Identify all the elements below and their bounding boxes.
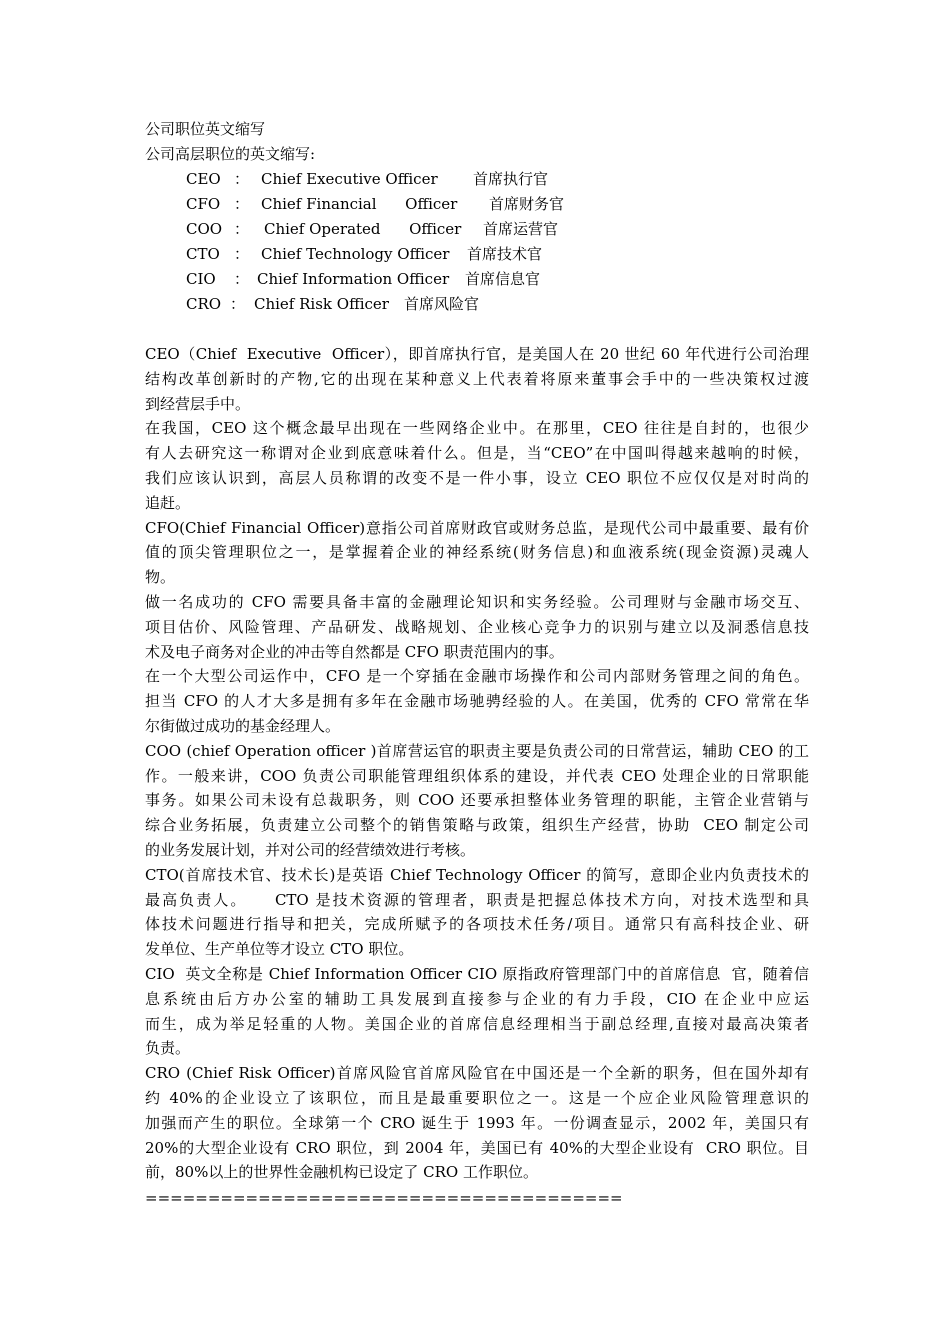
paragraph-line: 在一个大型公司运作中，CFO 是一个穿插在金融市场操作和公司内部财务管理之间的角色。 [145,667,809,686]
abbreviation-colon: ： [234,170,250,188]
abbreviation-row [186,294,479,314]
paragraph-line: 值的顶尖管理职位之一，是掌握着企业的神经系统(财务信息)和血液系统(现金资源)灵魂人 [145,543,809,562]
paragraph-line: 而生，成为举足轻重的人物。美国企业的首席信息经理相当于副总经理,直接对最高决策者 [145,1014,809,1033]
paragraph-line: 担当 CFO 的人才大多是拥有多年在金融市场驰骋经验的人。在美国，优秀的 CFO 常常在华 [145,692,809,711]
paragraph-line: 综合业务拓展，负责建立公司整个的销售策略与政策，组织生产经营，协助 CEO 制定公司 [145,816,809,835]
body-paragraph [145,342,809,416]
abbreviation-code: CFO [186,195,221,213]
abbreviation-colon: ： [234,245,250,263]
chinese-title: 首席风险官 [404,295,480,313]
paragraph-line: 术及电子商务对企业的冲击等自然都是 CFO 职责范围内的事。 [145,642,564,661]
english-title: Chief Executive Officer [261,170,438,188]
paragraph-line: 到经营层手中。 [145,394,251,413]
paragraph-line: CEO（Chief Executive Officer），即首席执行官，是美国人在 20 世纪 60 年代进行公司治理 [145,345,809,363]
paragraph-line: 约 40%的企业设立了该职位，而且是最重要职位之一。这是一个应企业风险管理意识的 [145,1088,809,1107]
body-paragraph [145,1061,809,1185]
abbreviation-code: CRO [186,295,222,313]
paragraph-line: COO (chief Operation officer )首席营运官的职责主要是负责公司的日常营运，辅助 CEO 的工 [145,741,809,760]
body-paragraph [145,516,809,590]
abbreviation-colon: ： [234,220,250,238]
paragraph-line: 发单位、生产单位等才设立 CTO 职位。 [145,940,414,959]
english-title: Chief Technology Officer [261,245,450,263]
body-paragraph [145,664,809,738]
paragraph-line: 结构改革创新时的产物,它的出现在某种意义上代表着将原来董事会手中的一些决策权过渡 [145,369,809,388]
abbreviation-row [186,219,558,239]
abbreviation-row [186,244,542,264]
paragraph-line: 作。一般来讲，COO 负责公司职能管理组织体系的建设，并代表 CEO 处理企业的日常职能 [145,766,809,785]
paragraph-line: 事务。如果公司未设有总裁职务，则 COO 还要承担整体业务管理的职能，主管企业营销与 [145,791,809,810]
paragraph-line: 有人去研究这一称谓对企业到底意味着什么。但是，当“CEO”在中国叫得越来越响的时候， [145,444,809,463]
chinese-title: 首席信息官 [465,270,541,288]
chinese-title: 首席财务官 [489,195,565,213]
paragraph-line: 20%的大型企业设有 CRO 职位，到 2004 年，美国已有 40%的大型企业设有 CRO 职位。目 [145,1138,809,1157]
paragraph-line: 在我国，CEO 这个概念最早出现在一些网络企业中。在那里，CEO 往往是自封的，也很少 [145,419,809,438]
abbreviation-code: CIO [186,270,216,288]
abbreviation-row [186,269,540,289]
english-title: Chief Operated Officer [264,220,462,238]
paragraph-line: 的业务发展计划，并对公司的经营绩效进行考核。 [145,840,476,859]
abbreviation-code: CTO [186,245,220,263]
paragraph-line: 物。 [145,568,176,587]
abbreviation-code: COO [186,220,223,238]
body-paragraph [145,416,809,515]
abbreviation-colon: ： [234,270,250,288]
doc-title: 公司职位英文缩写 [145,120,266,138]
paragraph-line: 最高负责人。 CTO 是技术资源的管理者，职责是把握总体技术方向，对技术选型和具 [145,890,809,909]
body-paragraph [145,739,809,863]
abbreviation-colon: ： [230,295,246,313]
body-paragraph [145,863,809,962]
paragraph-line: CFO(Chief Financial Officer)意指公司首席财政官或财务总监，是现代公司中最重要、最有价 [145,518,809,537]
body-paragraph [145,590,809,664]
paragraph-line: CRO (Chief Risk Officer)首席风险官首席风险官在中国还是一个全新的职务，但在国外却有 [145,1064,809,1083]
abbreviation-code: CEO [186,170,221,188]
paragraph-line: 息系统由后方办公室的辅助工具发展到直接参与企业的有力手段，CIO 在企业中应运 [145,989,809,1008]
paragraph-line: 项目估价、风险管理、产品研发、战略规划、企业核心竞争力的识别与建立以及洞悉信息技 [145,617,809,636]
chinese-title: 首席执行官 [473,170,549,188]
body-paragraph [145,962,809,1061]
paragraph-line: 前，80%以上的世界性金融机构已设定了 CRO 工作职位。 [145,1163,538,1182]
abbreviation-colon: ： [234,195,250,213]
abbreviation-row [186,169,548,189]
paragraph-line: 尔街做过成功的基金经理人。 [145,716,341,735]
paragraph-line: CTO(首席技术官、技术长)是英语 Chief Technology Officer 的简写，意即企业内负责技术的 [145,865,809,884]
chinese-title: 首席运营官 [483,220,559,238]
paragraph-line: 加强而产生的职位。全球第一个 CRO 诞生于 1993 年。一份调查显示，2002 年，美国只有 [145,1113,809,1132]
paragraph-line: 负责。 [145,1039,191,1058]
english-title: Chief Information Officer [257,270,450,288]
english-title: Chief Risk Officer [254,295,389,313]
abbreviation-row [186,194,564,214]
paragraph-line: 体技术问题进行指导和把关，完成所赋予的各项技术任务/项目。通常只有高科技企业、研 [145,915,809,934]
paragraph-line: CIO 英文全称是 Chief Information Officer CIO 原指政府管理部门中的首席信息 官，随着信 [145,965,809,983]
doc-subtitle: 公司高层职位的英文缩写: [145,145,316,163]
paragraph-line: 做一名成功的 CFO 需要具备丰富的金融理论知识和实务经验。公司理财与金融市场交互、 [145,593,809,611]
paragraph-line: 追赶。 [145,493,191,512]
paragraph-line: 我们应该认识到，高层人员称谓的改变不是一件小事，设立 CEO 职位不应仅仅是对时尚的 [145,468,809,487]
chinese-title: 首席技术官 [467,245,543,263]
english-title: Chief Financial Officer [261,195,458,213]
separator-line: ====================================== [145,1189,623,1207]
